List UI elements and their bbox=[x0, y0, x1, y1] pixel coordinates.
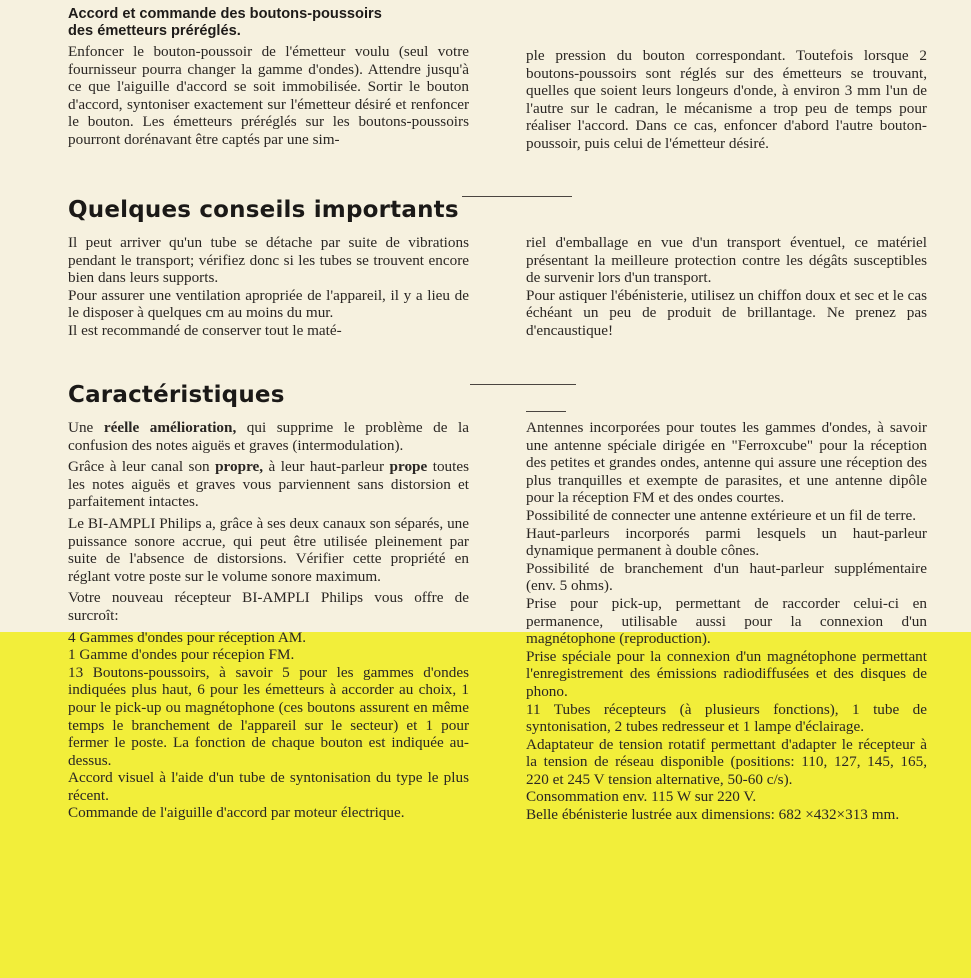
section3-left-column bbox=[68, 419, 469, 822]
feature-item: Possibilité de connecter une antenne extérieure et un fil de terre. bbox=[526, 506, 917, 524]
section3-left-p2 bbox=[68, 458, 469, 511]
emphasis-text: prope bbox=[389, 458, 428, 476]
section1-divider bbox=[462, 196, 572, 197]
feature-item: Haut-parleurs incorporés parmi lesquels un haut-parleur dynamique permanent à double cônes. bbox=[526, 524, 927, 560]
section3-top-rule bbox=[526, 411, 566, 412]
feature-item: Possibilité de branchement d'un haut-parleur supplémentaire (env. 5 ohms). bbox=[526, 559, 927, 595]
feature-item: Commande de l'aiguille d'accord par moteur électrique. bbox=[68, 804, 405, 822]
feature-item: Consommation env. 115 W sur 220 V. bbox=[526, 788, 757, 806]
text-span: toutes les notes aiguës et graves vous parviennent sans distorsion et parfaitement intactes. bbox=[68, 458, 470, 511]
section1-right-text: ple pression du bouton correspondant. Toutefois lorsque 2 boutons-poussoirs sont réglés sur des émetteurs se trouvant, quelles que soient leurs longeurs d'onde, à environ 3 mm l'un de l'autre sur le cadran, le mécanisme a trop peu de temps pour réaliser l'accord. Dans ce cas, enfoncer d'abord l'autre bouton-poussoir, puis celui de l'émetteur désiré. bbox=[526, 47, 927, 152]
section2-right-column bbox=[526, 234, 927, 340]
feature-item: Belle ébénisterie lustrée aux dimensions: 682 ×432×313 mm. bbox=[526, 806, 900, 824]
section2-divider bbox=[470, 384, 576, 385]
section2-title: Quelques conseils importants bbox=[68, 197, 459, 223]
feature-item: Prise spéciale pour la connexion d'un magnétophone permettant l'enregistrement des émissions radiodiffusées et des disques de phono. bbox=[526, 647, 927, 700]
section2-left-paragraph: Pour assurer une ventilation apropriée de l'appareil, il y a lieu de le disposer à quelques cm au moins du mur. bbox=[68, 286, 469, 322]
feature-item: 1 Gamme d'ondes pour récepion FM. bbox=[68, 646, 295, 664]
section1-heading-line2: des émetteurs préréglés. bbox=[68, 23, 241, 39]
text-span: qui supprime le problème de la confusion des notes aiguës et graves (intermodulation). bbox=[68, 419, 469, 454]
section3-right-column bbox=[526, 419, 927, 824]
text-span: Une bbox=[68, 419, 104, 436]
feature-item: Adaptateur de tension rotatif permettant d'adapter le récepteur à la tension de réseau disponible (positions: 110, 127, 145, 165, 220 et 245 V tension alternative, 50-60 c/s). bbox=[526, 735, 927, 788]
section1-left-column bbox=[68, 6, 469, 149]
section1-left-text: Enfoncer le bouton-poussoir de l'émetteur voulu (seul votre fournisseur pourra changer la gamme d'ondes). Attendre jusqu'à ce que l'aiguille d'accord se soit immobilisée. Sortir le bouton d'accord, syntoniser exactement sur l'émetteur désiré et renfoncer le bouton. Les émetteurs préréglés sur les boutons-poussoirs pourront dorénavant être captés par une sim- bbox=[68, 43, 469, 148]
text-span: Grâce à leur canal son bbox=[68, 458, 216, 476]
text-span: à leur haut-parleur bbox=[263, 458, 390, 476]
section2-right-paragraph: riel d'emballage en vue d'un transport éventuel, ce matériel présentant la meilleure protection contre les dégâts susceptibles de survenir lors d'un transport. bbox=[526, 234, 927, 287]
section1-heading-line1: Accord et commande des boutons-poussoirs bbox=[68, 6, 382, 22]
feature-item: Prise pour pick-up, permettant de raccorder celui-ci en permanence, utilisable aussi pour la connexion d'un magnétophone (reproduction). bbox=[526, 594, 927, 648]
emphasis-text: propre, bbox=[215, 458, 264, 476]
feature-item: 11 Tubes récepteurs (à plusieurs fonctions), 1 tube de syntonisation, 2 tubes redresseur et 1 lampe d'éclairage. bbox=[526, 700, 927, 736]
section3-left-p4: Votre nouveau récepteur BI-AMPLI Philips vous offre de surcroît: bbox=[68, 589, 469, 624]
section2-right-paragraph: Pour astiquer l'ébénisterie, utilisez un chiffon doux et sec et le cas échéant un peu de produit de brillantage. Ne prenez pas d'encaustique! bbox=[526, 286, 927, 339]
feature-item: 13 Boutons-poussoirs, à savoir 5 pour les gammes d'ondes indiquées plus haut, 6 pour les émetteurs à accorder au choix, 1 pour le pick-up ou magnétophone (ces boutons assurent en même temps le branchement de l'appareil sur le secteur) et 1 pour fermer le poste. La fonction de chaque bouton est indiquée au-dessus. bbox=[68, 663, 469, 769]
section2-left-paragraph: Il est recommandé de conserver tout le maté- bbox=[68, 321, 342, 339]
feature-item: Accord visuel à l'aide d'un tube de syntonisation du type le plus récent. bbox=[68, 769, 469, 804]
emphasis-text: réelle amélioration, bbox=[103, 419, 237, 436]
section3-left-p3: Le BI-AMPLI Philips a, grâce à ses deux canaux son séparés, une puissance sonore accrue, qui peut être utilisée pleinement par suite de l'absence de distorsions. Vérifier cette propriété en réglant votre poste sur le volume sonore maximum. bbox=[68, 514, 469, 585]
section1-right-column bbox=[526, 47, 927, 153]
section3-title: Caractéristiques bbox=[68, 382, 285, 408]
section2-left-paragraph: Il peut arriver qu'un tube se détache par suite de vibrations pendant le transport; vérifiez donc si les tubes se trouvent encore bien dans leurs supports. bbox=[68, 234, 469, 287]
feature-item: 4 Gammes d'ondes pour réception AM. bbox=[68, 628, 307, 646]
section2-left-column bbox=[68, 234, 469, 340]
feature-item: Antennes incorporées pour toutes les gammes d'ondes, à savoir une antenne spéciale dirigée en "Ferroxcube" pour la réception des petites et grandes ondes, antenne qui assure une réception des plus tranquilles et exempte de parasites, et une antenne dipôle pour la réception FM et des ondes courtes. bbox=[526, 419, 927, 507]
section3-left-p1 bbox=[68, 419, 469, 454]
